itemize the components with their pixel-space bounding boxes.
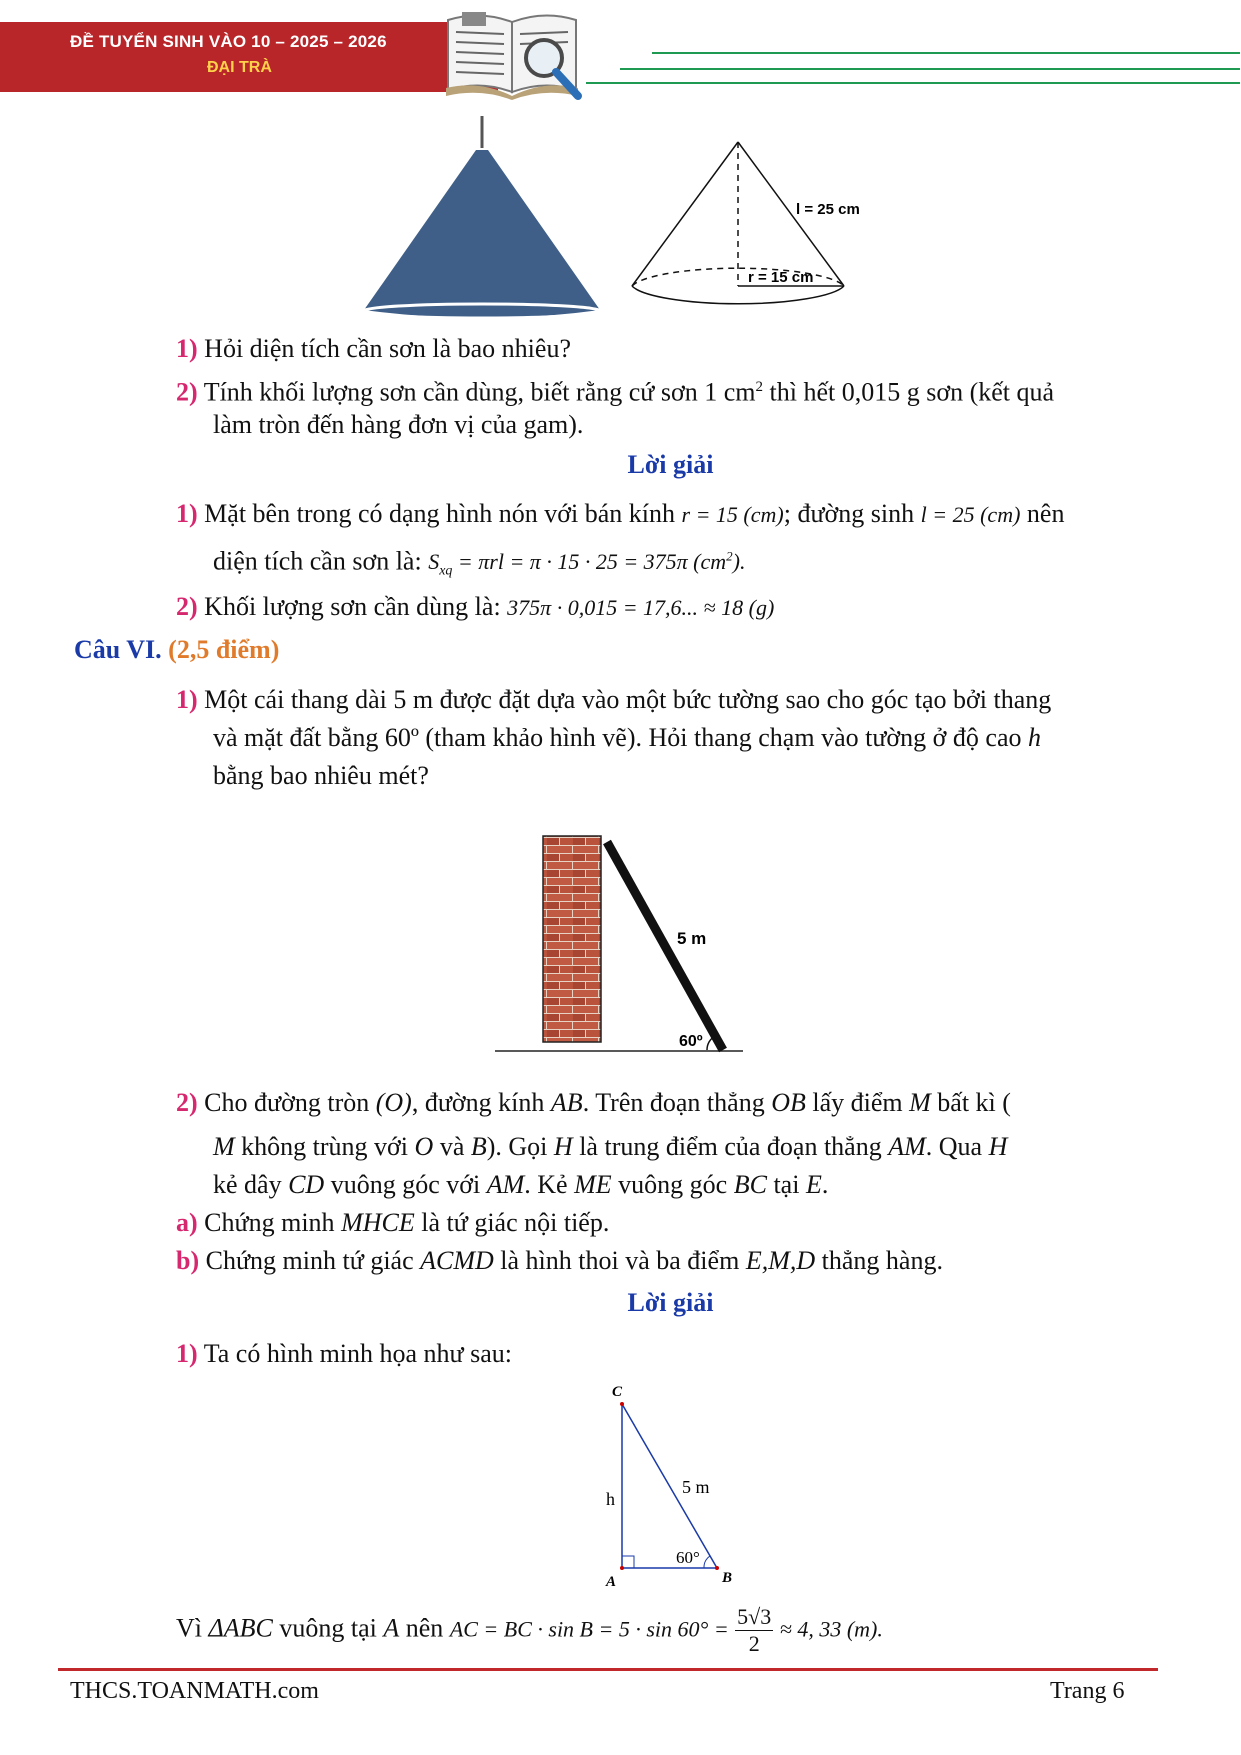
vertex-b-label: B — [722, 1570, 733, 1586]
cone-diagram — [628, 138, 878, 323]
q6-part-a: a) Chứng minh MHCE là tứ giác nội tiếp. — [176, 1208, 610, 1237]
q5-solution-1: 1) Mặt bên trong có dạng hình nón với bán kính r = 15 (cm); đường sinh l = 25 (cm) nên — [176, 499, 1065, 528]
right-triangle-diagram — [590, 1380, 750, 1590]
q6-item-2: 2) Cho đường tròn (O), đường kính AB. Trên đoạn thẳng OB lấy điểm M bất kì ( — [176, 1088, 1011, 1117]
q6-final-line: Vì ΔABC vuông tại A nên AC = BC · sin B = 5 · sin 60° = $\frac{5√3}{2}$ ≈ 4, 33 (m). — [176, 1604, 883, 1656]
q5-solution-title: Lời giải — [627, 450, 714, 479]
vertex-c-label: C — [612, 1384, 623, 1400]
book-magnifier-icon — [440, 0, 600, 100]
q6-item-2-line3: kẻ dây CD vuông góc với AM. Kẻ ME vuông góc BC tại E. — [213, 1170, 829, 1199]
q5-solution-2: 2) Khối lượng sơn cần dùng là: 375π · 0,015 = 17,6... ≈ 18 (g) — [176, 592, 775, 621]
q6-part-b: b) Chứng minh tứ giác ACMD là hình thoi và ba điểm E,M,D thẳng hàng. — [176, 1246, 943, 1275]
ladder-length-label: 5 m — [677, 929, 707, 948]
q5-item-2-cont: làm tròn đến hàng đơn vị của gam). — [213, 410, 584, 439]
ladder-wall-diagram — [495, 830, 745, 1060]
header-rule-top — [652, 52, 1240, 54]
cone-radius-label: r = 15 cm — [748, 269, 814, 286]
header-rule-bottom — [586, 82, 1240, 84]
q5-item-1: 1) Hỏi diện tích cần sơn là bao nhiêu? — [176, 334, 571, 363]
q6-solution-title: Lời giải — [627, 1288, 714, 1317]
hypotenuse-label: 5 m — [682, 1477, 710, 1497]
fraction: $\frac{5√3}{2}$ — [737, 1604, 772, 1656]
header-title: ĐỀ TUYỂN SINH VÀO 10 – 2025 – 2026 — [70, 32, 387, 51]
footer-page-number: Trang 6 — [1050, 1678, 1125, 1704]
q6-heading: Câu VI. (2,5 điểm) — [74, 635, 280, 664]
ladder-angle-label: 60º — [679, 1033, 703, 1050]
vertex-a-label: A — [606, 1574, 617, 1590]
q6-item-2-line2: M không trùng với O và B). Gọi H là trung điểm của đoạn thẳng AM. Qua H — [213, 1132, 1008, 1161]
footer-site: THCS.TOANMATH.com — [70, 1678, 319, 1704]
height-label: h — [606, 1489, 615, 1509]
q6-item-1-line2: và mặt đất bằng 60º (tham khảo hình vẽ). Hỏi thang chạm vào tường ở độ cao h — [213, 723, 1042, 752]
pendant-lamp-image — [360, 110, 610, 325]
q5-solution-1-cont: diện tích cần sơn là: $S_{xq} = \pi rl = \pi \cdot 15 \cdot 25 = 375\pi$ $(cm^2)$. — [213, 546, 746, 579]
q5-item-2: 2) Tính khối lượng sơn cần dùng, biết rằng cứ sơn 1 $cm^2$ thì hết 0,015 g sơn (kết quả — [176, 377, 1055, 407]
angle-label: 60° — [676, 1548, 700, 1567]
header-rule-mid — [620, 68, 1240, 70]
cone-slant-label: l = 25 cm — [796, 201, 860, 218]
q6-item-1-line3: bằng bao nhiêu mét? — [213, 761, 429, 790]
footer-rule — [58, 1668, 1158, 1671]
q6-item-1: 1) Một cái thang dài 5 m được đặt dựa vào một bức tường sao cho góc tạo bởi thang — [176, 685, 1052, 714]
q6-solution-1: 1) Ta có hình minh họa như sau: — [176, 1339, 513, 1368]
header-subtitle: ĐẠI TRÀ — [207, 59, 272, 76]
